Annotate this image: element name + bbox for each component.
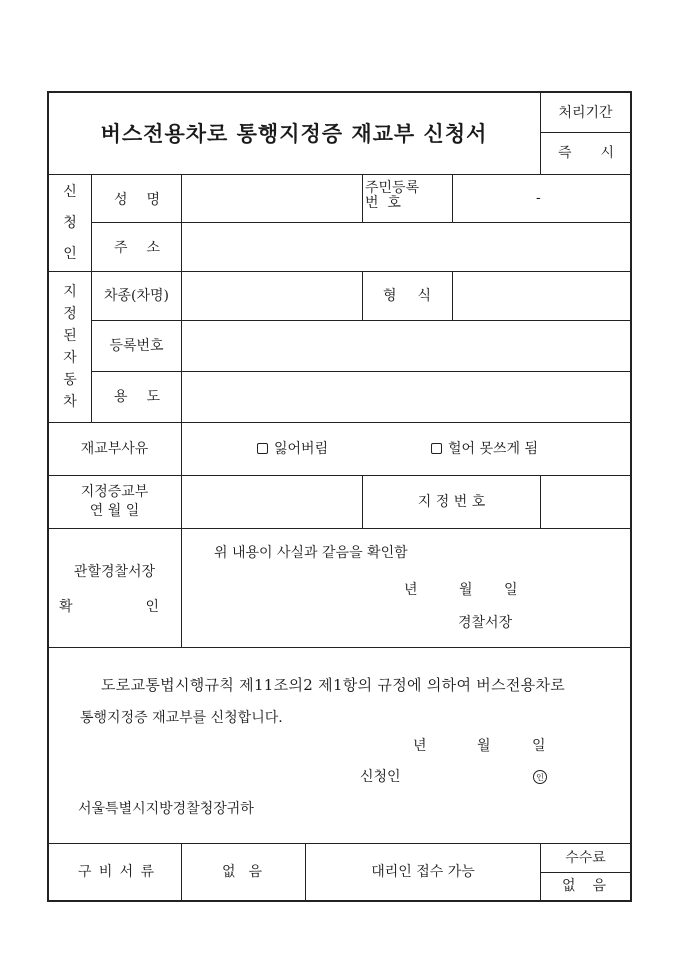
required-docs-value	[222, 864, 262, 880]
label-line: 연 월 일	[89, 503, 140, 519]
char: 자	[63, 350, 77, 366]
declaration-date-month: 월	[477, 738, 491, 754]
use-field[interactable]	[182, 372, 630, 422]
police-chief-label: 관할경찰서장	[73, 564, 156, 580]
checkbox-lost[interactable]	[257, 443, 268, 454]
rule	[48, 647, 631, 648]
frame-right	[630, 91, 632, 902]
checkbox-damaged[interactable]	[431, 443, 442, 454]
police-date-year: 년	[404, 582, 418, 598]
required-docs-label	[78, 864, 154, 880]
designation-number-label: 지 정 번 호	[417, 494, 486, 510]
designation-number-field[interactable]	[541, 476, 630, 528]
addressee: 서울특별시지방경찰청장귀하	[78, 801, 254, 817]
option-damaged-label: 헐어 못쓰게 됨	[448, 441, 539, 457]
char: 인	[145, 599, 159, 615]
char: 지	[63, 284, 77, 300]
police-date-month: 월	[459, 582, 473, 598]
char: 주	[114, 240, 128, 256]
label-line: 지정증교부	[80, 484, 149, 500]
option-lost[interactable]	[257, 441, 328, 457]
char: 시	[600, 145, 614, 161]
resident-number-dash: -	[536, 190, 541, 206]
issue-date-label	[48, 483, 181, 521]
reissue-reason-label: 재교부사유	[80, 441, 149, 457]
model-label	[383, 288, 431, 304]
police-signer: 경찰서장	[458, 615, 513, 631]
resident-number-label	[365, 181, 449, 211]
char: 동	[63, 372, 77, 388]
char: 소	[146, 240, 160, 256]
char: 신	[63, 184, 77, 200]
char: 음	[592, 878, 606, 894]
address-label	[114, 240, 160, 256]
police-confirm-label	[59, 599, 159, 615]
rule	[48, 528, 631, 529]
vehicle-type-field[interactable]	[182, 272, 362, 320]
rule	[540, 132, 631, 133]
police-date-day: 일	[504, 582, 518, 598]
label-line: 주민등록	[365, 180, 420, 196]
fee-value	[562, 878, 606, 894]
char: 도	[146, 389, 160, 405]
char: 정	[63, 306, 77, 322]
use-label	[114, 389, 160, 405]
char: 명	[146, 192, 160, 208]
processing-period-label: 처리기간	[558, 104, 613, 121]
char: 구	[78, 864, 92, 880]
police-statement: 위 내용이 사실과 같음을 확인함	[214, 545, 408, 561]
resident-number-field[interactable]	[453, 175, 630, 222]
fee-label: 수수료	[565, 850, 606, 866]
seal-mark: 인	[533, 770, 547, 784]
label-line: 번 호	[365, 195, 401, 211]
char: 비	[98, 864, 113, 880]
registration-number-field[interactable]	[182, 321, 630, 371]
rule	[540, 872, 631, 873]
registration-number-label: 등록번호	[109, 338, 164, 354]
name-field[interactable]	[182, 175, 362, 222]
rule	[362, 271, 363, 320]
vehicle-group-label	[60, 284, 80, 410]
issue-date-field[interactable]	[182, 476, 362, 528]
char: 식	[417, 288, 431, 304]
char: 음	[248, 864, 262, 880]
char: 청	[63, 215, 77, 231]
declaration-line-2: 통행지정증 재교부를 신청합니다.	[80, 710, 283, 726]
char: 성	[114, 192, 128, 208]
char: 서	[119, 864, 134, 880]
char: 차	[63, 394, 77, 410]
char: 인	[63, 246, 77, 262]
char: 류	[140, 864, 154, 880]
char: 용	[114, 389, 128, 405]
option-lost-label: 잃어버림	[274, 441, 329, 457]
processing-period-value	[558, 145, 614, 161]
name-label	[114, 192, 160, 208]
vehicle-type-label: 차종(차명)	[103, 288, 170, 304]
model-field[interactable]	[453, 272, 630, 320]
declaration-applicant-label: 신청인	[360, 769, 401, 785]
declaration-date-year: 년	[413, 738, 427, 754]
address-field[interactable]	[182, 223, 630, 271]
option-damaged[interactable]	[431, 441, 538, 457]
rule	[181, 843, 182, 901]
declaration-date-day: 일	[532, 738, 546, 754]
applicant-group-label	[60, 184, 80, 262]
frame-bottom	[47, 900, 632, 902]
declaration-line-1: 도로교통법시행규칙 제11조의2 제1항의 규정에 의하여 버스전용차로	[101, 676, 566, 694]
proxy-note: 대리인 접수 가능	[371, 864, 475, 880]
char: 없	[222, 864, 236, 880]
char: 확	[59, 599, 73, 615]
form-title: 버스전용차로 통행지정증 재교부 신청서	[100, 121, 488, 146]
char: 없	[562, 878, 576, 894]
rule	[362, 174, 363, 222]
char: 된	[63, 328, 77, 344]
char: 즉	[558, 145, 572, 161]
char: 형	[383, 288, 397, 304]
